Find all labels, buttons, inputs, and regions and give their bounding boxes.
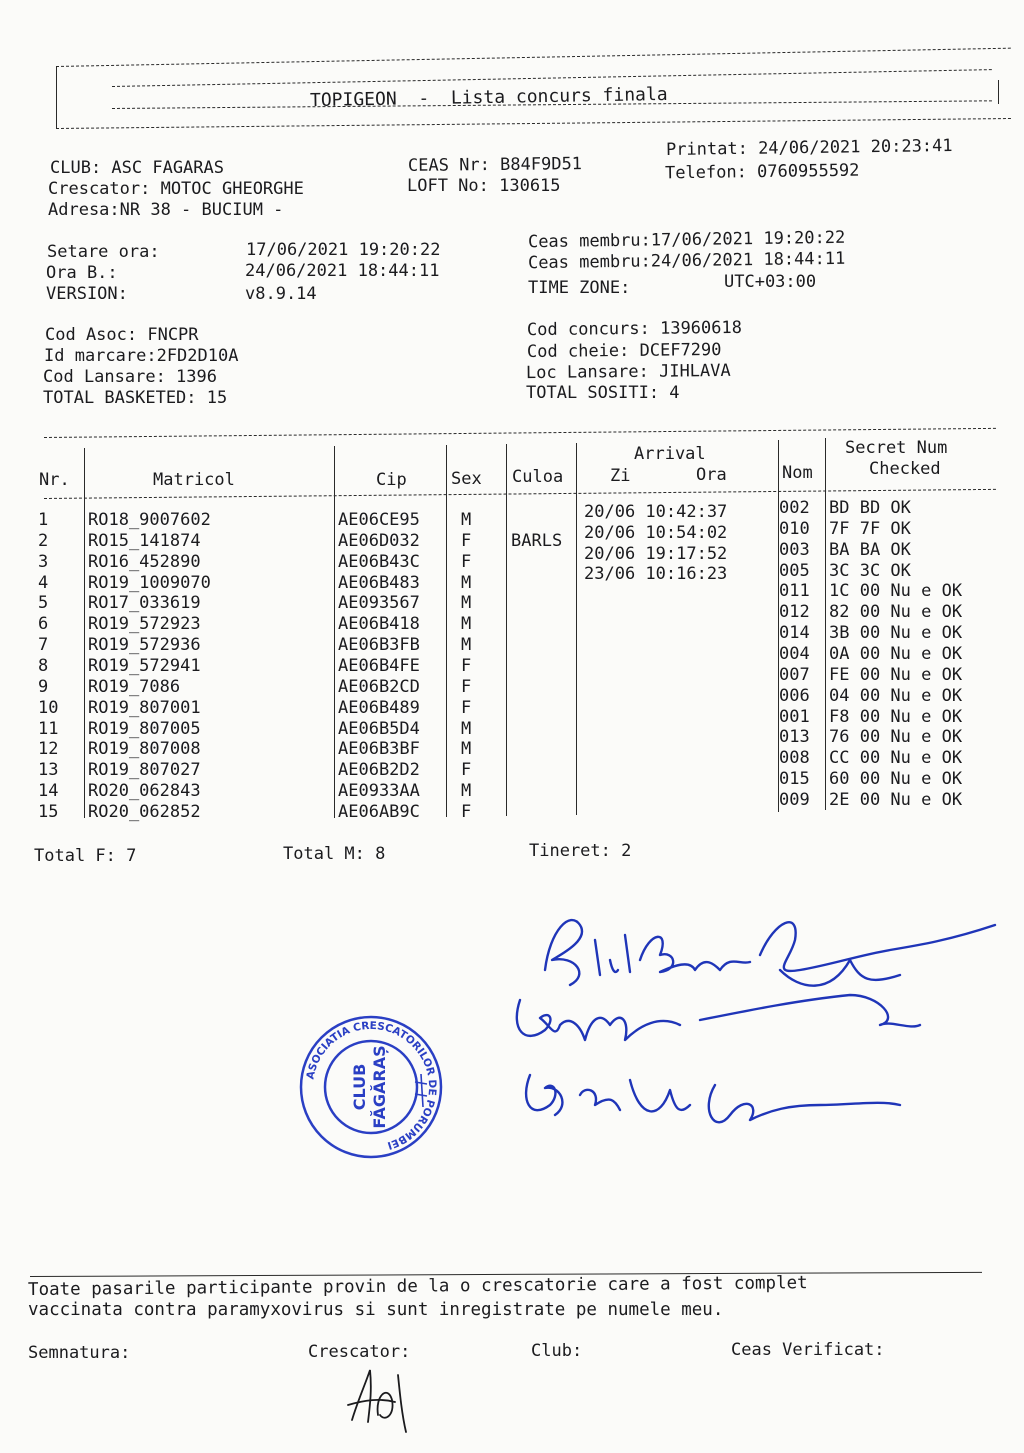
cell-nr: 5 [38, 593, 49, 614]
cell-secret-checked: BA BA OK [829, 539, 911, 560]
cell-nom: 015 [779, 769, 810, 790]
cell-cip: AE06B2D2 [338, 760, 420, 781]
cell-cip: AE06B3FB [338, 635, 420, 656]
cell-matricol: RO17_033619 [88, 593, 201, 614]
clock-verified-label: Ceas Verificat: [731, 1340, 885, 1360]
cell-nom: 004 [779, 643, 810, 664]
total-females: Total F: 7 [34, 846, 137, 866]
cell-matricol: RO19_807027 [88, 760, 201, 781]
cell-secret-checked: 04 00 Nu e OK [829, 685, 963, 706]
cell-matricol: RO19_572923 [88, 614, 201, 635]
cell-cip: AE0933AA [338, 781, 420, 802]
youth-count: Tineret: 2 [529, 841, 632, 861]
cell-sex: M [461, 718, 472, 739]
time-zone-value: UTC+03:00 [724, 272, 817, 292]
cell-sex: M [461, 593, 472, 614]
col-header-nr: Nr. [39, 470, 70, 490]
cell-cip: AE06B489 [338, 697, 420, 718]
signature-label: Semnatura: [28, 1343, 131, 1363]
cell-cip: AE093567 [338, 593, 420, 614]
breeder-signature-label: Crescator: [308, 1342, 411, 1362]
printed-timestamp: Printat: 24/06/2021 20:23:41 [665, 136, 953, 160]
cell-sex: F [461, 655, 472, 676]
launch-code: Cod Lansare: 1396 [43, 367, 217, 387]
launch-location: Loc Lansare: JIHLAVA [525, 360, 731, 384]
cell-nr: 13 [38, 760, 59, 781]
cell-nr: 15 [38, 801, 59, 822]
member-clock-2: Ceas membru:24/06/2021 18:44:11 [527, 248, 846, 274]
cell-sex: M [461, 739, 472, 760]
set-time-value: 17/06/2021 19:20:22 [246, 240, 441, 260]
cell-nr: 1 [38, 510, 49, 530]
cell-nr: 12 [38, 739, 59, 760]
club-name: CLUB: ASC FAGARAS [50, 158, 224, 178]
cell-matricol: RO19_1009070 [88, 572, 211, 593]
time-zone-label: TIME ZONE: [528, 278, 631, 298]
handwritten-signatures [500, 900, 1010, 1160]
marking-id: Id marcare:2FD2D10A [44, 346, 239, 366]
cell-nr: 9 [38, 676, 49, 697]
cell-matricol: RO19_572941 [88, 655, 201, 676]
race-code: Cod concurs: 13960618 [526, 317, 743, 341]
cell-matricol: RO15_141874 [88, 530, 201, 551]
cell-nom: 007 [779, 664, 810, 685]
total-males: Total M: 8 [283, 844, 386, 864]
club-signature-label: Club: [531, 1341, 583, 1361]
cell-nom: 010 [779, 518, 810, 539]
cell-secret-checked: FE 00 Nu e OK [829, 664, 963, 685]
table-body [0, 498, 1024, 830]
cell-matricol: RO19_807001 [88, 697, 201, 718]
cell-sex: F [461, 676, 472, 697]
club-stamp [296, 1012, 446, 1162]
col-header-sex: Sex [451, 469, 482, 489]
cell-nom: 008 [779, 748, 810, 769]
cell-nom: 013 [779, 727, 810, 748]
cell-secret-checked: BD BD OK [829, 498, 911, 518]
clock-number: CEAS Nr: B84F9D51 [407, 154, 583, 176]
breeder-signature [340, 1360, 430, 1440]
cell-cip: AE06B5D4 [338, 718, 420, 739]
col-header-arrival: Arrival [634, 444, 706, 464]
cell-secret-checked: F8 00 Nu e OK [829, 706, 963, 727]
cell-nr: 11 [38, 718, 59, 739]
cell-secret-checked: 3C 3C OK [829, 560, 911, 581]
cell-nr: 8 [38, 655, 49, 676]
cell-arrival: 20/06 10:42:37 [584, 501, 728, 522]
cell-cip: AE06CE95 [338, 510, 420, 530]
stamp-line-club: CLUB [350, 1063, 369, 1111]
header-bottom-border [56, 118, 1011, 129]
cell-matricol: RO20_062852 [88, 801, 201, 822]
cell-nr: 2 [38, 530, 49, 551]
breeder-name: Crescator: MOTOC GHEORGHE [48, 179, 304, 199]
col-header-culoa: Culoa [512, 467, 564, 487]
cell-sex: M [461, 781, 472, 802]
header-right-edge [998, 80, 999, 104]
cell-nom: 006 [779, 685, 810, 706]
phone-number: Telefon: 0760955592 [664, 160, 860, 184]
cell-nom: 002 [779, 498, 810, 518]
cell-arrival: 20/06 10:54:02 [584, 522, 728, 543]
cell-matricol: RO16_452890 [88, 551, 201, 572]
cell-sex: M [461, 510, 472, 530]
stamp-outer-text: ASOCIATIA CRESCATORILOR DE PORUMBEI [304, 1019, 439, 1152]
cell-matricol: RO18_9007602 [88, 510, 211, 530]
cell-nr: 10 [38, 697, 59, 718]
table-top-border [44, 428, 996, 438]
cell-cip: AE06B2CD [338, 676, 420, 697]
cell-secret-checked: 7F 7F OK [829, 518, 911, 539]
header-inner-border [112, 69, 992, 87]
col-header-zi: Zi [610, 466, 631, 486]
cell-matricol: RO19_572936 [88, 635, 201, 656]
col-header-secret-num: Secret Num [845, 438, 948, 458]
cell-secret-checked: 76 00 Nu e OK [829, 727, 963, 748]
cell-nom: 012 [779, 602, 810, 623]
cell-matricol: RO20_062843 [88, 781, 201, 802]
cell-secret-checked: 60 00 Nu e OK [829, 769, 963, 790]
col-header-checked: Checked [869, 459, 941, 479]
version-label: VERSION: [46, 284, 128, 304]
cell-nom: 014 [779, 623, 810, 644]
declaration-line-1: Toate pasarile participante provin de la o crescatorie care a fost complet [27, 1273, 808, 1300]
cell-sex: F [461, 801, 472, 822]
cell-secret-checked: 2E 00 Nu e OK [829, 789, 963, 810]
cell-sex: F [461, 551, 472, 572]
cell-culoa: BARLS [511, 530, 563, 551]
cell-secret-checked: 3B 00 Nu e OK [829, 623, 963, 644]
cell-arrival: 20/06 19:17:52 [584, 543, 728, 564]
cell-sex: F [461, 697, 472, 718]
col-header-nom: Nom [782, 463, 813, 483]
declaration-line-2: vaccinata contra paramyxovirus si sunt inregistrate pe numele meu. [28, 1300, 724, 1320]
cell-cip: AE06B3BF [338, 739, 420, 760]
cell-sex: F [461, 760, 472, 781]
document-title: TOPIGEON - Lista concurs finala [309, 83, 668, 112]
cell-sex: M [461, 614, 472, 635]
cell-nom: 011 [779, 581, 810, 602]
cell-nr: 6 [38, 614, 49, 635]
cell-sex: M [461, 572, 472, 593]
cell-sex: M [461, 635, 472, 656]
cell-cip: AE06B483 [338, 572, 420, 593]
cell-cip: AE06B4FE [338, 655, 420, 676]
cell-secret-checked: 0A 00 Nu e OK [829, 643, 963, 664]
cell-matricol: RO19_7086 [88, 676, 181, 697]
cell-secret-checked: 1C 00 Nu e OK [829, 581, 963, 602]
cell-matricol: RO19_807005 [88, 718, 201, 739]
cell-nr: 3 [38, 551, 49, 572]
cell-sex: F [461, 530, 472, 551]
total-arrived: TOTAL SOSITI: 4 [526, 383, 680, 403]
cell-cip: AE06D032 [338, 530, 420, 551]
association-code: Cod Asoc: FNCPR [45, 325, 199, 345]
cell-secret-checked: 82 00 Nu e OK [829, 602, 963, 623]
cell-nom: 005 [779, 560, 810, 581]
cell-nr: 4 [38, 572, 49, 593]
stamp-line-city: FĂGĂRAȘ [370, 1045, 389, 1129]
cell-cip: AE06B43C [338, 551, 420, 572]
cell-cip: AE06AB9C [338, 801, 420, 822]
cell-nom: 001 [779, 706, 810, 727]
header-top-border [56, 48, 1011, 67]
col-header-cip: Cip [376, 470, 407, 490]
total-basketed: TOTAL BASKETED: 15 [43, 388, 228, 408]
cell-arrival: 23/06 10:16:23 [584, 564, 728, 585]
version-value: v8.9.14 [245, 284, 317, 304]
cell-secret-checked: CC 00 Nu e OK [829, 748, 963, 769]
member-clock-1: Ceas membru:17/06/2021 19:20:22 [527, 227, 846, 253]
set-time-label: Setare ora: [47, 242, 160, 262]
cell-nom: 003 [779, 539, 810, 560]
hour-b-value: 24/06/2021 18:44:11 [245, 261, 440, 281]
hour-b-label: Ora B.: [46, 263, 118, 283]
header-left-edge [56, 66, 57, 128]
cell-nr: 7 [38, 635, 49, 656]
address: Adresa:NR 38 - BUCIUM - [48, 200, 284, 220]
loft-number: LOFT No: 130615 [407, 176, 561, 196]
cell-matricol: RO19_807008 [88, 739, 201, 760]
cell-nr: 14 [38, 781, 59, 802]
col-header-matricol: Matricol [153, 470, 235, 490]
cell-cip: AE06B418 [338, 614, 420, 635]
col-header-ora: Ora [696, 465, 727, 485]
cell-nom: 009 [779, 789, 810, 810]
key-code: Cod cheie: DCEF7290 [526, 339, 722, 363]
